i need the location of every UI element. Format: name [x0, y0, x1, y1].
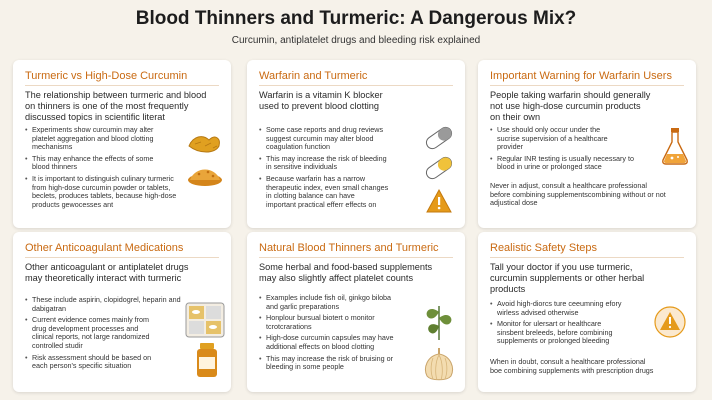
pill-organizer-icon	[185, 302, 225, 338]
bullet-list	[259, 126, 419, 212]
page-subtitle: Curcumin, antiplatelet drugs and bleeding risk explained	[231, 35, 481, 46]
list-item: • Use should only occur under the sucrise supervision of a healthcare provider	[490, 126, 658, 152]
list-item: • Honplour bursual biotert o monitor tcrotcrarations	[259, 314, 419, 331]
divider	[259, 85, 453, 86]
card-warning-warfarin-users	[478, 60, 696, 228]
card-title: Warfarin and Turmeric	[259, 70, 368, 82]
list-item: • These include aspirin, clopidogrel, heparin and dabigatran	[25, 296, 185, 313]
card-title: Important Warning for Warfarin Users	[490, 70, 672, 82]
bullet-list	[25, 126, 185, 212]
card-intro: People taking warfarin should generally not use high-dose curcumin products on their own	[490, 90, 651, 122]
card-intro: The relationship between turmeric and blood on thinners is one of the most frequently discussed topics in scientific literat	[25, 90, 207, 122]
list-item: • Because warfarin has a narrow therapeutic index, even small changes in clotting balance can have important practical efferr effects on	[259, 175, 419, 209]
list-item: • Monitor for ulersart or healthcare sinsbent breleeds, before combining supplements or prolonged bleeding	[490, 320, 650, 346]
card-intro: Tall your doctor if you use turmeric, curcumin supplements or other herbal products	[490, 262, 645, 294]
list-item: • High-dose curcumin capsules may have additional effects on blood clotting	[259, 334, 419, 351]
card-title: Natural Blood Thinners and Turmeric	[259, 242, 439, 254]
divider	[259, 257, 453, 258]
garlic-icon	[421, 346, 457, 382]
divider	[25, 257, 219, 258]
card-other-anticoagulants	[13, 232, 231, 392]
bullet-list	[490, 126, 658, 175]
card-intro: Other anticoagulant or antiplatelet drugs may theoretically interact with turmeric	[25, 262, 189, 283]
list-item: • It is important to distinguish culinary turmeric from high-dose curcumin powder or tablets, beclets, produces tablets, because high-dose products gewocesses ant	[25, 175, 185, 209]
card-warfarin-and-turmeric	[247, 60, 465, 228]
warning-triangle-icon	[425, 188, 453, 214]
list-item: • Regular INR testing is usually necessary to blood in urine or prolonged stace	[490, 155, 658, 172]
list-item: • This may increase the risk of bruising or bleeding in some people	[259, 355, 419, 372]
supplement-bottle-icon	[195, 342, 219, 378]
list-item: • Examples include fish oil, ginkgo biloba and garlic preparations	[259, 294, 419, 311]
card-intro: Warfarin is a vitamin K blocker used to prevent blood clotting	[259, 90, 383, 111]
card-intro: Some herbal and food-based supplements may also slightly affect platelet counts	[259, 262, 433, 283]
divider	[490, 257, 684, 258]
list-item: • Risk assessment should be based on each person's specific situation	[25, 354, 185, 371]
ginkgo-leaf-icon	[421, 298, 457, 342]
card-title: Turmeric vs High-Dose Curcumin	[25, 70, 188, 82]
bullet-list	[490, 300, 650, 349]
advice-note: Never in adjust, consult a healthcare professional before combining supplementscombining without or not adjustical dose	[490, 181, 666, 208]
bullet-list	[25, 296, 185, 374]
list-item: • This may enhance the effects of some blood thinners	[25, 155, 185, 172]
warning-circle-icon	[654, 306, 686, 338]
list-item: • Some case reports and drug reviews suggest curcumin may alter blood coagulation function	[259, 126, 419, 152]
pill-capsule-icon	[421, 124, 457, 184]
divider	[25, 85, 219, 86]
card-title: Realistic Safety Steps	[490, 242, 597, 254]
card-title: Other Anticoagulant Medications	[25, 242, 184, 254]
card-turmeric-vs-curcumin	[13, 60, 231, 228]
list-item: • This may increase the risk of bleeding in sensitive individuals	[259, 155, 419, 172]
list-item: • Experiments show curcumin may alter platelet aggregation and blood clotting mechanisms	[25, 126, 185, 152]
turmeric-roots-icon	[185, 128, 225, 158]
bullet-list	[259, 294, 419, 375]
list-item: • Current evidence comes mainly from drug development processes and clinical reports, not large randomized controlled studir	[25, 316, 185, 350]
divider	[490, 85, 684, 86]
card-natural-blood-thinners	[247, 232, 465, 392]
card-safety-steps	[478, 232, 696, 392]
page-title: Blood Thinners and Turmeric: A Dangerous Mix?	[135, 8, 577, 29]
turmeric-powder-icon	[185, 160, 225, 188]
advice-note: When in doubt, consult a healthcare professional boe combining supplements with prescription drugs	[490, 357, 654, 375]
list-item: • Avoid high-diorcs ture ceeumning efory wirless advised otherwise	[490, 300, 650, 317]
lab-flask-icon	[660, 126, 690, 166]
